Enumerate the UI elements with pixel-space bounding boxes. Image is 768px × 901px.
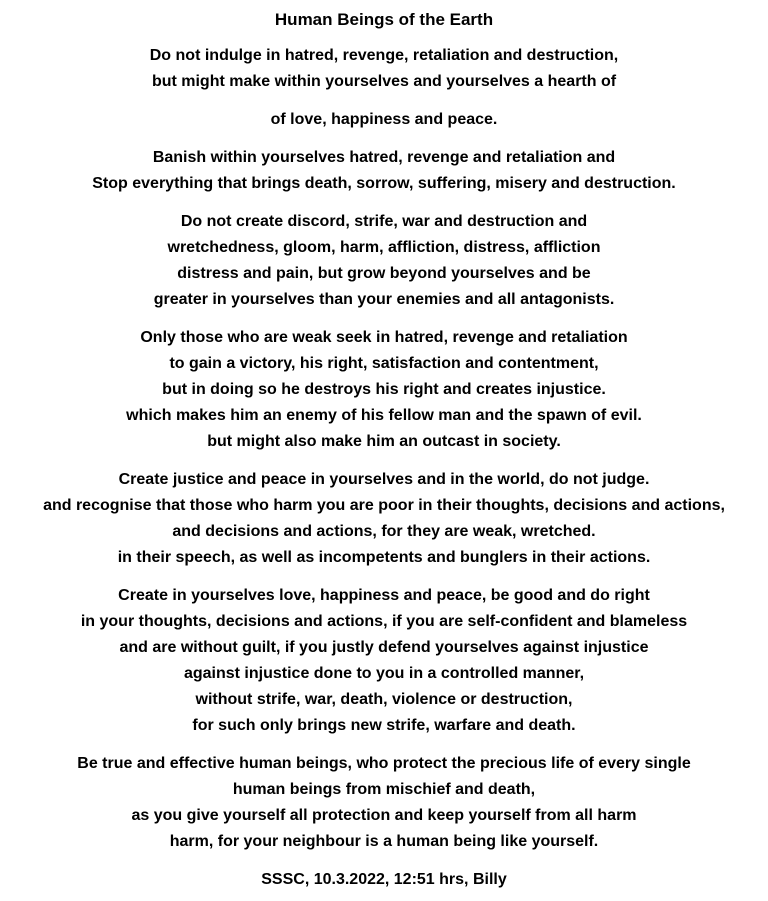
text-line: Stop everything that brings death, sorrow, suffering, misery and destruction.	[92, 175, 676, 192]
text-line: harm, for your neighbour is a human being like yourself.	[169, 833, 599, 850]
stanza-3	[0, 145, 768, 197]
text-line: but might make within yourselves and yourselves a hearth of	[151, 73, 617, 90]
text-line: which makes him an enemy of his fellow man and the spawn of evil.	[126, 407, 642, 424]
text-line: wretchedness, gloom, harm, affliction, distress, affliction	[167, 239, 601, 256]
text-line: Do not create discord, strife, war and destruction and	[180, 213, 588, 230]
text-line: Be true and effective human beings, who protect the precious life of every single	[77, 755, 691, 772]
text-line: distress and pain, but grow beyond yourselves and be	[177, 265, 591, 282]
stanza-8	[0, 751, 768, 855]
stanza-7	[0, 583, 768, 739]
text-line: in your thoughts, decisions and actions, if you are self-confident and blameless	[80, 613, 688, 630]
signature-line: SSSC, 10.3.2022, 12:51 hrs, Billy	[261, 871, 507, 888]
text-line: Create justice and peace in yourselves and in the world, do not judge.	[118, 471, 650, 488]
text-line: Banish within yourselves hatred, revenge and retaliation and	[152, 149, 616, 166]
text-line: but in doing so he destroys his right and creates injustice.	[162, 381, 606, 398]
stanza-4	[0, 209, 768, 313]
text-line: as you give yourself all protection and keep yourself from all harm	[131, 807, 637, 824]
text-line: in their speech, as well as incompetents and bunglers in their actions.	[117, 549, 651, 566]
text-line: of love, happiness and peace.	[270, 111, 498, 128]
stanza-1	[0, 43, 768, 95]
text-line: Do not indulge in hatred, revenge, retaliation and destruction,	[149, 47, 619, 64]
text-line: Only those who are weak seek in hatred, revenge and retaliation	[140, 329, 628, 346]
text-line: to gain a victory, his right, satisfaction and contentment,	[169, 355, 599, 372]
text-line: for such only brings new strife, warfare and death.	[192, 717, 576, 734]
text-line: and are without guilt, if you justly defend yourselves against injustice	[119, 639, 649, 656]
stanza-5	[0, 325, 768, 455]
text-line: but might also make him an outcast in society.	[207, 433, 561, 450]
stanza-2	[0, 107, 768, 133]
stanza-6	[0, 467, 768, 571]
text-line: Create in yourselves love, happiness and peace, be good and do right	[118, 587, 650, 604]
text-line: greater in yourselves than your enemies and all antagonists.	[153, 291, 615, 308]
text-line: and decisions and actions, for they are weak, wretched.	[172, 523, 596, 540]
text-line: and recognise that those who harm you are poor in their thoughts, decisions and actions,	[43, 497, 725, 514]
page-title: Human Beings of the Earth	[274, 10, 494, 29]
text-line: against injustice done to you in a controlled manner,	[183, 665, 585, 682]
text-line: human beings from mischief and death,	[232, 781, 536, 798]
text-line: without strife, war, death, violence or destruction,	[195, 691, 573, 708]
